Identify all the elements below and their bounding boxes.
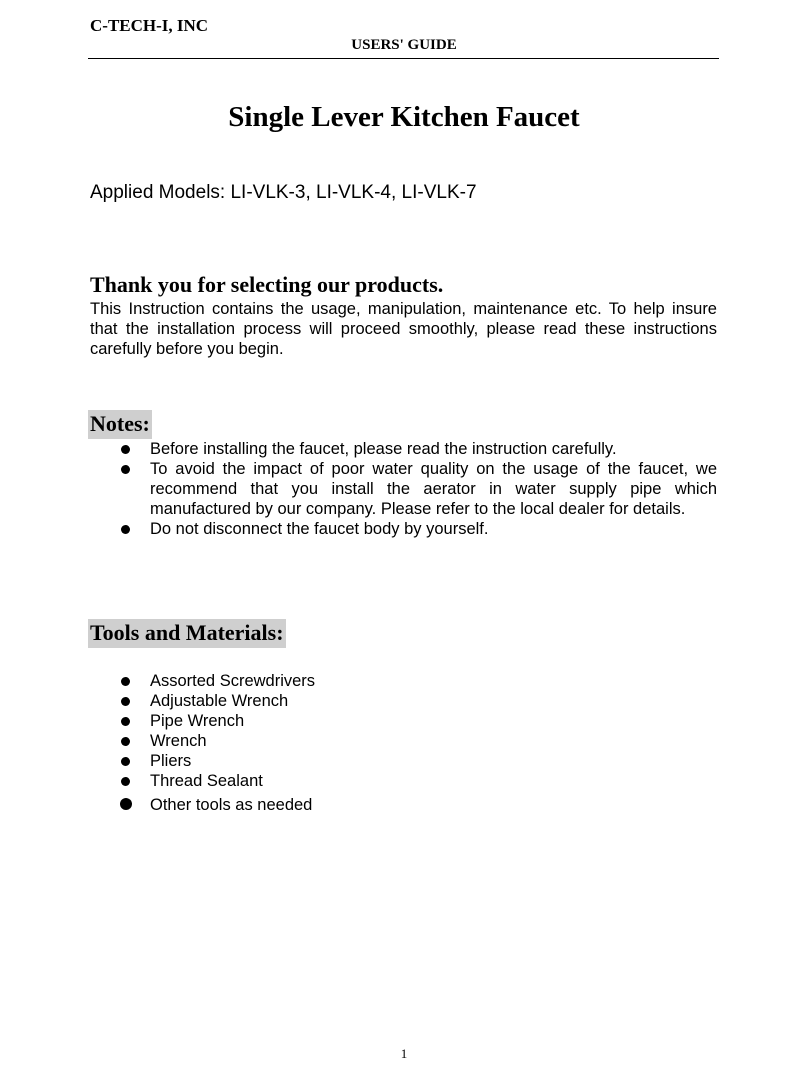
list-item [90,439,717,459]
bullet-icon [121,697,130,706]
header-rule [88,58,719,59]
note-text: Before installing the faucet, please read the instruction carefully. [150,440,617,458]
bullet-icon [121,677,130,686]
list-item [90,751,717,771]
list-item [90,795,717,815]
list-item [90,771,717,791]
tool-text: Wrench [150,732,207,750]
thanks-heading: Thank you for selecting our products. [90,272,444,297]
guide-label: USERS' GUIDE [351,37,457,53]
bullet-icon [121,717,130,726]
tool-text: Pliers [150,752,192,770]
tool-text: Thread Sealant [150,772,263,790]
applied-models: Applied Models: LI-VLK-3, LI-VLK-4, LI-VLK-7 [90,182,477,203]
tools-list [90,671,717,815]
list-item [90,671,717,691]
note-text: To avoid the impact of poor water quality on the usage of the faucet, we recommend that you install the aerator in water supply pipe which manufactured by our company. Please refer to the local dealer for details. [150,460,717,518]
bullet-icon [121,777,130,786]
bullet-icon [121,465,130,474]
bullet-icon [120,798,132,810]
tools-heading: Tools and Materials: [88,619,286,648]
list-item [90,459,717,519]
tool-text: Pipe Wrench [150,712,245,730]
list-item [90,691,717,711]
tool-text: Adjustable Wrench [150,692,289,710]
list-item [90,711,717,731]
list-item [90,731,717,751]
notes-list [90,439,717,539]
notes-heading: Notes: [88,410,152,439]
note-text: Do not disconnect the faucet body by yourself. [150,520,489,538]
tool-text: Assorted Screwdrivers [150,672,316,690]
intro-paragraph: This Instruction contains the usage, manipulation, maintenance etc. To help insure that the installation process will proceed smoothly, please read these instructions carefully before you begin. [90,300,717,358]
tool-text: Other tools as needed [150,796,313,814]
page-number: 1 [400,1046,408,1061]
bullet-icon [121,737,130,746]
list-item [90,519,717,539]
bullet-icon [121,757,130,766]
document-title: Single Lever Kitchen Faucet [228,101,580,133]
bullet-icon [121,525,130,534]
bullet-icon [121,445,130,454]
company-name: C-TECH-I, INC [90,16,209,35]
